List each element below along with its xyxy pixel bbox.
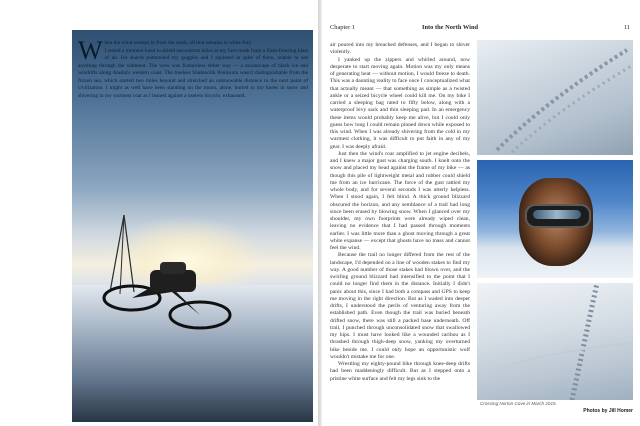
body-paragraph: Just then the wind's roar amplified to jet engine decibels, and I knew a major gust was charging south. I knelt onto the snow and placed my head against the frame of my bike — as though this pile of lightweight metal and rubber could shield me from an ice hurricane. The force of the gust rattled my whole body, and for several seconds I was utterly helpless. When I stood again, I felt blind. A thick ground blizzard obscured the horizon, and any semblance of a trail had long since been erased by blowing snow. When I glanced over my shoulder, my own footprints were already wiped clean, leaving no evidence that I had passed through moments earlier. I was little more than a ghost moving through a great white expanse — except that ghosts have no mass and cannot feel the wind. [330,150,470,251]
body-paragraph: Wrestling my eighty-pound bike through knee-deep drifts had been maddeningly difficult. But as I stepped onto a pristine white surface and felt my legs sink to the [330,361,470,382]
page-header [330,24,630,34]
selfie-goggles-photo [477,160,633,278]
goggles [525,204,591,228]
stake-right [124,215,134,292]
intro-paragraph-2: I rested a moment hand to shield snowstorm holes at my face mask from a flash-freezing blast of air. Ice shards pummeled my goggles and I squinted in spite of them, unable to see anything through the whiteout. The view was featureless either way — a moonscape of black ice and windrifts along Alaska's western coast. The treeless Shaktoolik Peninsula wasn't distinguishable from the frozen sea, which started two miles beyond and stretched an unknowable distance to the next point of civilization. I might as well have been standing on the moon, alone, buried to my knees in snow and shivering in my warmest coat as I leaned against a useless bicycle, exhausted. [78,47,308,99]
body-paragraph: air poured into my breached defenses, and I began to shiver violently. [330,42,470,56]
bicycle-silhouette [104,262,230,328]
running-title: Into the North Wind [422,24,479,31]
snow-trail-photo [477,283,633,400]
body-paragraph: Because the trail no longer differed from the rest of the landscape, I'd depended on a line of wooden stakes to find my way. A good number of those stakes had blown over, and the swirling ground blizzard had intensified to the point that I could no longer find them in the distance. Initially I didn't panic about this, since I had both a compass and GPS to keep me moving in the right direction. But as I waded into deeper drifts, I understood the perils of venturing away from the established path. Even though the trail was buried beneath drifted snow, there was still a packed base underneath. Off trail, I punched through unconsolidated snow that swallowed my hips. I must have looked like a wounded caribou as I thrashed through thigh-deep snow, yanking my overturned bike beside me. I could only hope an opportunistic wolf wouldn't mistake me for one. [330,252,470,360]
page-number: 11 [623,24,630,31]
right-page [322,0,640,426]
body-text [330,42,470,416]
body-paragraph: I yanked up the zippers and whirled around, now desperate to start moving again. Motion was my only means of generating heat — without motion, I would freeze to death. This was a daunting reality to face once I conceptualized what that actually meant — that something as simple as a twisted ankle or a seized bicycle wheel could kill me. On my bike I carried a sleeping bag rated to fifty below, along with a waterproof bivy sack and thin sleeping pad. In an emergency these items would probably keep me alive, but I could only guess how long I could remain pinned down while exposed to this wind. When I was already shivering from the cold in my warmest clothing, it was difficult to put faith in any of my gear. I was deeply afraid. [330,56,470,150]
trail-svg [477,283,633,400]
intro-paragraph-1: hen the wind sweeps in from the earth, all that remains is white fury. [104,40,253,46]
drop-cap: W [78,36,103,65]
bicycle-on-snow-photo [72,30,313,422]
chapter-label: Chapter 1 [330,24,356,31]
photo-credit: Photos by Jill Homer [583,408,633,414]
intro-text [78,36,308,100]
tracks-svg [477,40,633,155]
photo-caption: Crossing Norton Cove in March 2015. [480,401,557,406]
snow-tracks-photo [477,40,633,155]
